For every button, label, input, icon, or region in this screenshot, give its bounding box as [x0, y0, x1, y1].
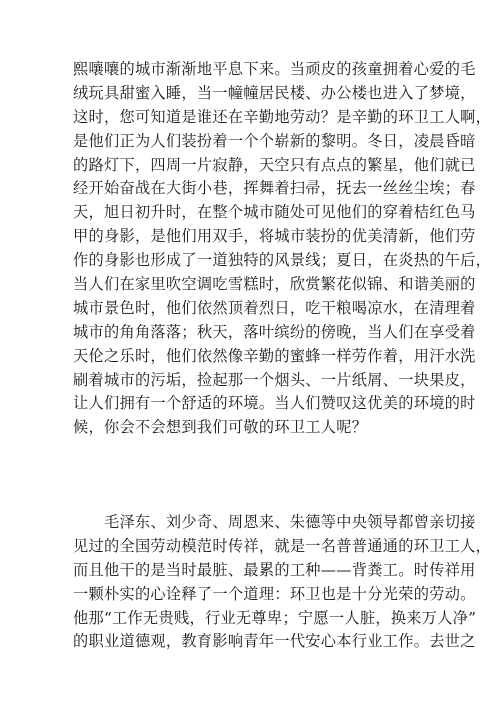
text-line: 经开始奋战在大街小巷，挥舞着扫帚，抚去一丝丝尘埃；春	[73, 179, 476, 198]
text-line: 候，你会不会想到我们可敬的环卫工人呢？	[73, 418, 368, 437]
text-line: 刷着城市的污垢，捡起那一个烟头、一片纸屑、一块果皮，	[73, 370, 476, 389]
text-line: 的职业道德观，教育影响青年一代安心本行业工作。去世之	[73, 632, 476, 651]
text-line: 见过的全国劳动模范时传祥，就是一名普普通通的环卫工人，	[73, 536, 492, 555]
text-line: 是他们正为人们装扮着一个个崭新的黎明。冬日，凌晨昏暗	[73, 131, 476, 150]
text-line: 而且他干的是当时最脏、最累的工种——背粪工。时传祥用	[73, 560, 476, 579]
text-line: 让人们拥有一个舒适的环境。当人们赞叹这优美的环境的时	[73, 394, 476, 413]
text-line: 甲的身影，是他们用双手，将城市装扮的优美清新，他们劳	[73, 227, 476, 246]
text-line: 熙嚷嚷的城市渐渐地平息下来。当顽皮的孩童拥着心爱的毛	[73, 60, 476, 78]
text-line: 天，旭日初升时，在整个城市随处可见他们的穿着桔红色马	[73, 203, 476, 222]
text-line: 他那“工作无贵贱，行业无尊卑；宁愿一人脏，换来万人净”	[73, 608, 477, 627]
text-line: 毛泽东、刘少奇、周恩来、朱德等中央领导都曾亲切接	[73, 513, 476, 531]
text-line: 天伦之乐时，他们依然像辛勤的蜜蜂一样劳作着，用汗水洗	[73, 346, 476, 365]
text-line: 城市景色时，他们依然顶着烈日，吃干粮喝凉水，在清理着	[73, 298, 476, 317]
text-line: 作的身影也形成了一道独特的风景线；夏日，在炎热的午后，	[73, 251, 492, 270]
text-line: 当人们在家里吹空调吃雪糕时，欣赏繁花似锦、和谐美丽的	[73, 275, 476, 294]
text-line: 的路灯下，四周一片寂静，天空只有点点的繁星，他们就已	[73, 155, 476, 174]
text-line: 这时，您可知道是谁还在辛勤地劳动？是辛勤的环卫工人啊，	[73, 107, 492, 126]
paragraph-shi-chuanxiang	[73, 511, 492, 654]
text-line: 一颗朴实的心诠释了一个道理：环卫也是十分光荣的劳动。	[73, 584, 476, 603]
text-line: 绒玩具甜蜜入睡，当一幢幢居民楼、办公楼也进入了梦境，	[73, 83, 476, 102]
text-line: 城市的角角落落；秋天，落叶缤纷的傍晚，当人们在享受着	[73, 322, 476, 341]
paragraph-sanitation-workers	[73, 58, 492, 440]
